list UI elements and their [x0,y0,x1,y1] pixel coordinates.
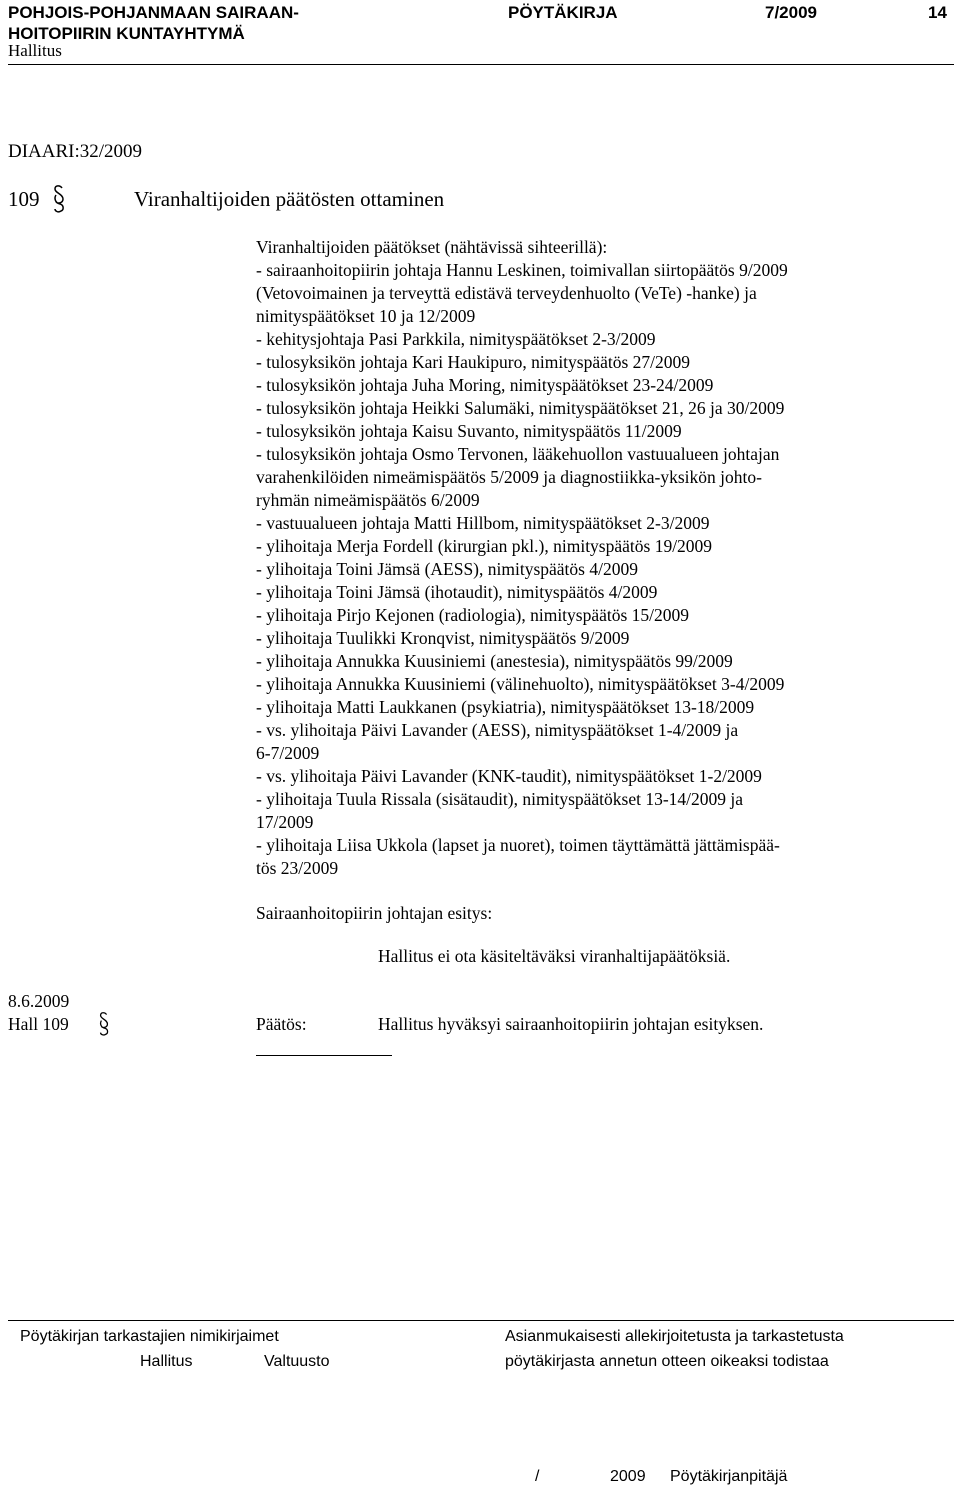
list-item: - vs. ylihoitaja Päivi Lavander (AESS), nimityspäätökset 1-4/2009 ja [256,720,739,740]
list-item: 17/2009 [256,812,314,832]
section-mark-icon [52,184,66,219]
list-item: - ylihoitaja Tuulikki Kronqvist, nimityspäätös 9/2009 [256,628,630,648]
list-item: - tulosyksikön johtaja Heikki Salumäki, nimityspäätökset 21, 26 ja 30/2009 [256,398,785,418]
list-item: - tulosyksikön johtaja Osmo Tervonen, lääkehuollon vastuualueen johtajan [256,444,780,464]
list-item: - ylihoitaja Merja Fordell (kirurgian pkl.), nimityspäätös 19/2009 [256,536,713,556]
footer-rule [8,1320,954,1321]
header-body-name: Hallitus [8,41,62,60]
meeting-number: 7/2009 [765,3,817,22]
list-item: - ylihoitaja Liisa Ukkola (lapset ja nuoret), toimen täyttämättä jättämispää- [256,835,780,855]
list-item: - ylihoitaja Matti Laukkanen (psykiatria), nimityspäätökset 13-18/2009 [256,697,755,717]
section-number: 109 [8,187,40,211]
list-item: - kehitysjohtaja Pasi Parkkila, nimityspäätökset 2-3/2009 [256,329,656,349]
list-item: Viranhaltijoiden päätökset (nähtävissä sihteerillä): [256,237,608,257]
document-type: PÖYTÄKIRJA [508,3,618,22]
list-item: (Vetovoimainen ja terveyttä edistävä terveydenhuolto (VeTe) -hanke) ja [256,283,757,303]
end-rule [256,1055,392,1056]
list-item: - tulosyksikön johtaja Kari Haukipuro, nimityspäätös 27/2009 [256,352,691,372]
attest-line2: pöytäkirjasta annetun otteen oikeaksi todistaa [505,1353,829,1370]
list-item: - ylihoitaja Annukka Kuusiniemi (anestesia), nimityspäätös 99/2009 [256,651,733,671]
section-mark-icon [98,1011,110,1042]
proposal-label: Sairaanhoitopiirin johtajan esitys: [256,903,493,923]
list-item: - tulosyksikön johtaja Kaisu Suvanto, nimityspäätös 11/2009 [256,421,682,441]
decision-list [256,236,788,880]
page-number: 14 [928,3,947,22]
list-item: ryhmän nimeämispäätös 6/2009 [256,490,480,510]
initials-valtuusto-label: Valtuusto [264,1353,330,1370]
initials-title: Pöytäkirjan tarkastajien nimikirjaimet [20,1328,279,1345]
decision-date: 8.6.2009 [8,991,70,1011]
initials-hallitus-label: Hallitus [140,1353,193,1370]
decision-reference: Hall 109 [8,1014,69,1034]
list-item: - vastuualueen johtaja Matti Hillbom, nimityspäätökset 2-3/2009 [256,513,710,533]
header-rule [8,64,954,65]
list-item: - ylihoitaja Tuula Rissala (sisätaudit), nimityspäätökset 13-14/2009 ja [256,789,744,809]
minute-keeper-label: Pöytäkirjanpitäjä [670,1468,788,1485]
proposal-text: Hallitus ei ota käsiteltäväksi viranhaltijapäätöksiä. [378,946,731,966]
list-item: - ylihoitaja Toini Jämsä (ihotaudit), nimityspäätös 4/2009 [256,582,658,602]
list-item: - ylihoitaja Toini Jämsä (AESS), nimityspäätös 4/2009 [256,559,638,579]
list-item: - tulosyksikön johtaja Juha Moring, nimityspäätökset 23-24/2009 [256,375,714,395]
signature-slash: / [535,1468,540,1485]
decision-label: Päätös: [256,1014,307,1034]
list-item: - ylihoitaja Pirjo Kejonen (radiologia), nimityspäätös 15/2009 [256,605,690,625]
list-item: varahenkilöiden nimeämispäätös 5/2009 ja diagnostiikka-yksikön johto- [256,467,762,487]
organization-name-line2: HOITOPIIRIN KUNTAYHTYMÄ [8,24,245,43]
section-title: Viranhaltijoiden päätösten ottaminen [134,187,445,211]
list-item: 6-7/2009 [256,743,320,763]
diaari-number: DIAARI:32/2009 [8,141,143,162]
list-item: tös 23/2009 [256,858,339,878]
signature-year: 2009 [610,1468,646,1485]
list-item: - ylihoitaja Annukka Kuusiniemi (välinehuolto), nimityspäätökset 3-4/2009 [256,674,785,694]
attest-line1: Asianmukaisesti allekirjoitetusta ja tarkastetusta [505,1328,844,1345]
organization-name-line1: POHJOIS-POHJANMAAN SAIRAAN- [8,3,299,22]
list-item: - sairaanhoitopiirin johtaja Hannu Leskinen, toimivallan siirtopäätös 9/2009 [256,260,788,280]
decision-text: Hallitus hyväksyi sairaanhoitopiirin johtajan esityksen. [378,1014,764,1034]
list-item: - vs. ylihoitaja Päivi Lavander (KNK-taudit), nimityspäätökset 1-2/2009 [256,766,762,786]
list-item: nimityspäätökset 10 ja 12/2009 [256,306,476,326]
